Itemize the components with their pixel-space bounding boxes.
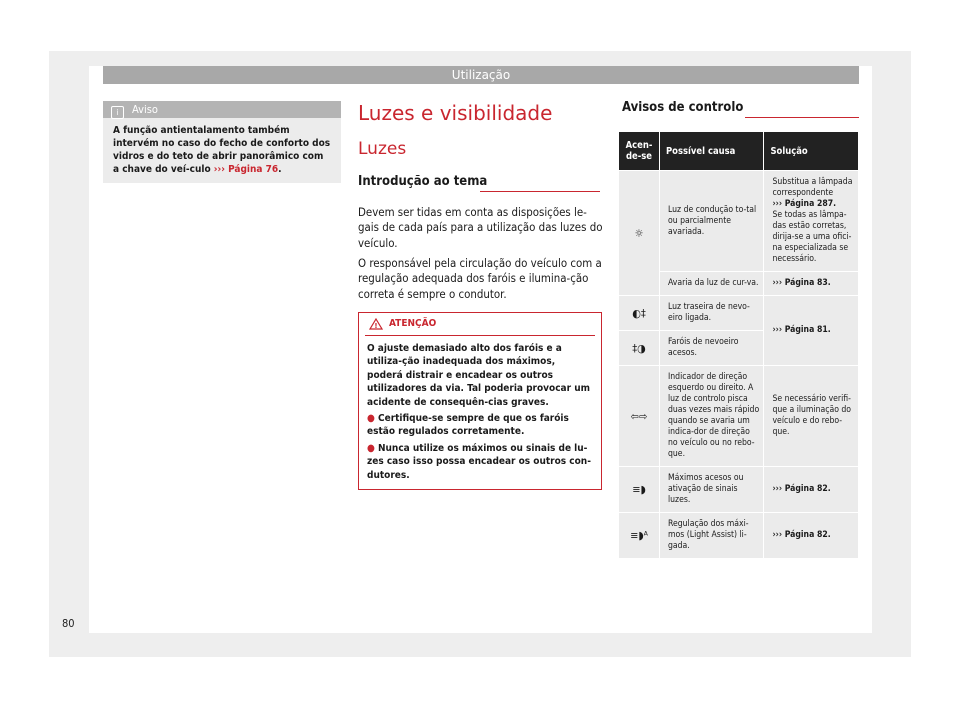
table-row (619, 513, 858, 558)
solution-page-link[interactable]: ››› Página 83. (772, 278, 831, 288)
solution-cell (764, 467, 858, 512)
cause-cell: Luz de condução to-tal ou parcialmente avariada. (660, 171, 763, 271)
notice-box (103, 101, 341, 183)
solution-cell (764, 171, 858, 271)
solution-page-link[interactable]: ››› Página 81. (772, 325, 831, 335)
warning-item-text: Nunca utilize os máximos ou sinais de lu-zes caso isso possa encadear os outros con-dutores. (367, 442, 591, 481)
cause-cell: Faróis de nevoeiro acesos. (660, 331, 763, 365)
cause-cell: Regulação dos máxi-mos (Light Assist) li-gada. (660, 513, 763, 558)
notice-arrow: ››› (213, 164, 225, 175)
cause-cell: Avaria da luz de cur-va. (660, 272, 763, 295)
chapter-header: Utilização (103, 66, 859, 84)
section-title: Luzes e visibilidade (358, 101, 553, 125)
control-lamps-title: Avisos de controlo (622, 100, 744, 115)
solution-cell (764, 296, 858, 365)
info-icon: i (111, 106, 124, 119)
col-header-solution: Solução (764, 132, 858, 170)
turn-signal-icon: ⇦⇨ (619, 366, 659, 466)
notice-header (103, 101, 341, 118)
svg-text:!: ! (374, 322, 378, 330)
warning-item (367, 412, 593, 439)
solution-text: Substitua a lâmpada correspondente (772, 177, 853, 198)
cause-cell: Indicador de direção esquerdo ou direito. A luz de controlo pisca duas vezes mais rápido quando se avaria um indica-dor de direção no veículo ou no rebo-que. (660, 366, 763, 466)
solution-text-more: Se todas as lâmpa-das estão corretas, dirija-se a uma ofici-na especializada se necessário. (772, 210, 852, 264)
intro-paragraph-2: O responsável pela circulação do veículo com a regulação adequada dos faróis e ilumina-ção correta é sempre o condutor. (358, 256, 602, 301)
table-header-row (619, 132, 858, 170)
control-lamps-table (618, 131, 859, 559)
intro-paragraph-1: Devem ser tidas em conta as disposições le-gais de cada país para a utilização das luzes do veículo. (358, 205, 603, 250)
warning-box (358, 312, 602, 490)
table-row (619, 366, 858, 466)
page-number: 80 (62, 617, 75, 630)
light-bulb-fault-icon: ☼ (619, 171, 659, 295)
warning-triangle-icon (369, 318, 383, 330)
table-row (619, 171, 858, 271)
notice-text (103, 118, 341, 176)
notice-page-link[interactable]: Página 76 (228, 164, 279, 175)
table-row (619, 296, 858, 330)
warning-item (367, 442, 593, 482)
warning-item-text: Certifique-se sempre de que os faróis estão regulados corretamente. (367, 413, 569, 438)
notice-end: . (278, 164, 282, 175)
section-subtitle: Luzes (358, 139, 407, 159)
solution-cell: Se necessário verifi-que a iluminação do veículo e do rebo-que. (764, 366, 858, 466)
solution-page-link[interactable]: ››› Página 287. (772, 199, 837, 209)
front-fog-light-icon: ‡◑ (619, 331, 659, 365)
warning-header (365, 313, 595, 336)
notice-body: A função antientalamento também intervém no caso do fecho de conforto dos vidros e do teto de abrir panorâmico com a chave do veí-culo (113, 125, 331, 175)
solution-cell (764, 513, 858, 558)
cause-cell: Máximos acesos ou ativação de sinais luzes. (660, 467, 763, 512)
col-header-cause: Possível causa (660, 132, 763, 170)
solution-page-link[interactable]: ››› Página 82. (772, 484, 831, 494)
solution-cell (764, 272, 858, 295)
warning-intro: O ajuste demasiado alto dos faróis e a utiliza-ção inadequada dos máximos, poderá distrair e encadear os outros utilizadores da via. Tal poderia provocar um acidente de consequên-cias graves. (367, 343, 590, 408)
bullet-icon: ● (367, 413, 378, 425)
topic-rule (480, 191, 600, 192)
solution-page-link[interactable]: ››› Página 82. (772, 530, 831, 540)
col-header-lights: Acen-de-se (619, 132, 659, 170)
warning-body (359, 336, 601, 482)
table-row (619, 467, 858, 512)
rear-fog-light-icon: ◐‡ (619, 296, 659, 330)
notice-label: Aviso (132, 103, 158, 116)
high-beam-icon: ≡◗ (619, 467, 659, 512)
light-assist-icon: ≡◗ᴬ (619, 513, 659, 558)
cause-cell: Luz traseira de nevo-eiro ligada. (660, 296, 763, 330)
topic-heading: Introdução ao tema (358, 174, 488, 189)
warning-label: ATENÇÃO (389, 318, 437, 329)
bullet-icon: ● (367, 442, 378, 454)
control-lamps-rule (745, 117, 859, 118)
